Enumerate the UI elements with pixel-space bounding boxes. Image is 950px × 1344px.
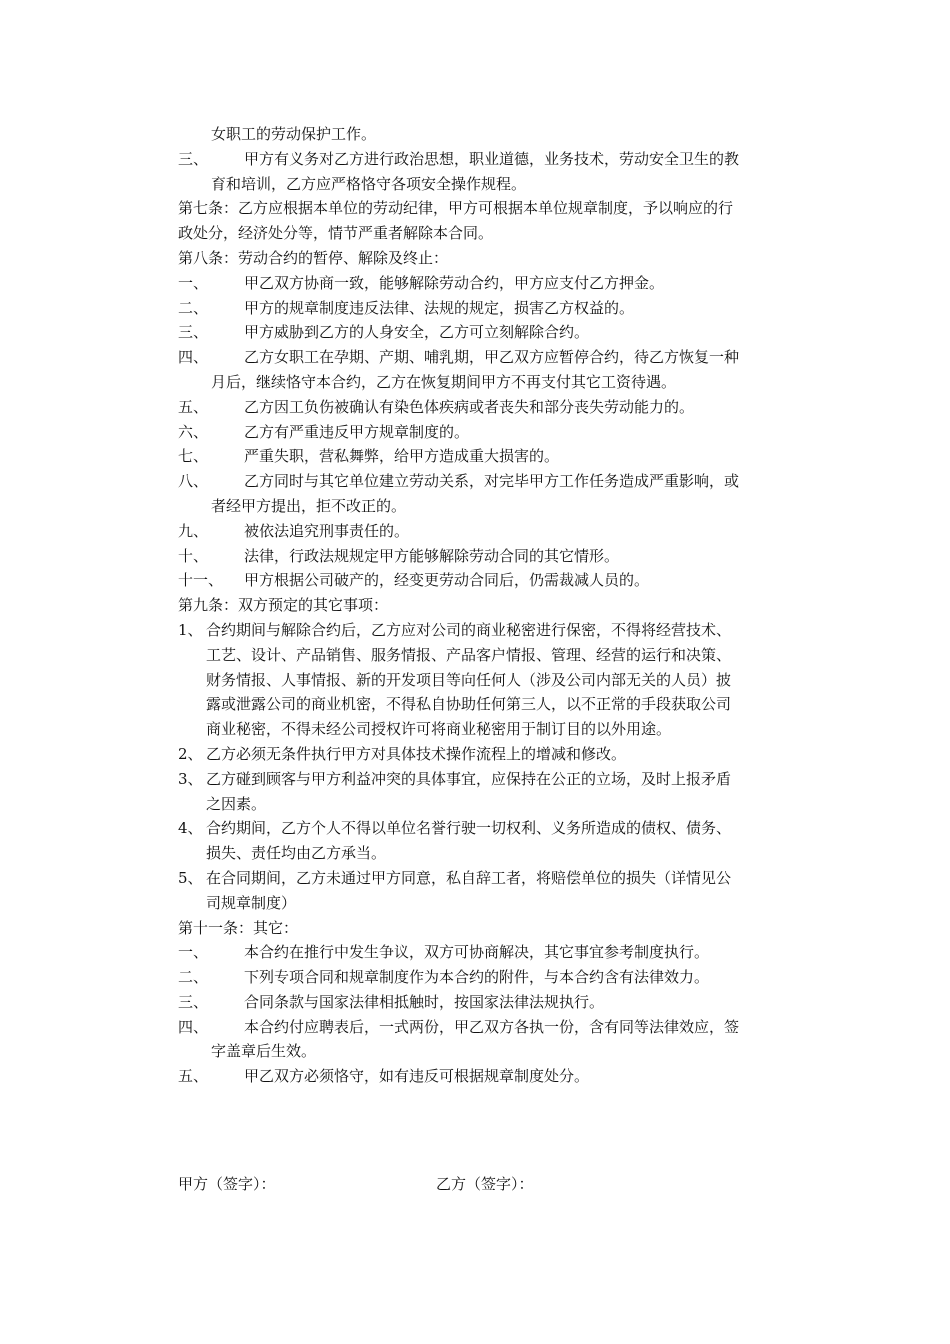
item-text: 下列专项合同和规章制度作为本合约的附件，与本合约含有法律效力。: [244, 968, 710, 987]
paragraph-line: 露或泄露公司的商业机密，不得私自协助任何第三人，以不正常的手段获取公司: [206, 695, 732, 714]
item-text: 甲方有义务对乙方进行政治思想，职业道德，业务技术，劳动安全卫生的教: [244, 149, 740, 168]
list-item: [178, 444, 808, 469]
list-item: [178, 296, 808, 321]
item-text: 甲乙双方协商一致，能够解除劳动合约，甲方应支付乙方押金。: [244, 273, 665, 292]
item-number: 四、: [178, 1017, 209, 1036]
list-item: [178, 1064, 808, 1089]
list-item: [178, 147, 808, 172]
item-text: 合约期间与解除合约后，乙方应对公司的商业秘密进行保密，不得将经营技术、: [206, 620, 732, 639]
item-text: 乙方因工负伤被确认有染色体疾病或者丧失和部分丧失劳动能力的。: [244, 397, 695, 416]
list-item: [178, 271, 808, 296]
item-number: 三、: [178, 149, 209, 168]
paragraph-line: 商业秘密，不得未经公司授权许可将商业秘密用于制订目的以外用途。: [206, 720, 672, 739]
paragraph-line: 字盖章后生效。: [211, 1042, 317, 1061]
item-text: 合约期间，乙方个人不得以单位名誉行驶一切权利、义务所造成的债权、债务、: [206, 819, 732, 838]
list-item: [178, 568, 808, 593]
list-item: [178, 544, 808, 569]
paragraph-line: 者经甲方提出，拒不改正的。: [211, 496, 407, 515]
item-text: 甲方威胁到乙方的人身安全，乙方可立刻解除合约。: [244, 323, 590, 342]
list-item: [178, 990, 808, 1015]
item-text: 合同条款与国家法律相抵触时，按国家法律法规执行。: [244, 992, 605, 1011]
party-b-signature-label: 乙方（签字）：: [436, 1175, 534, 1193]
article-11-heading: 第十一条：其它：: [178, 918, 299, 937]
item-text: 本合约在推行中发生争议，双方可协商解决，其它事宜参考制度执行。: [244, 943, 710, 962]
list-item: [178, 1015, 808, 1040]
item-number: 一、: [178, 943, 209, 962]
item-number: 4、: [178, 819, 203, 838]
item-text: 乙方同时与其它单位建立劳动关系，对完毕甲方工作任务造成严重影响，或: [244, 472, 740, 491]
article-7-heading: 第七条：乙方应根据本单位的劳动纪律，甲方可根据本单位规章制度，予以响应的行: [178, 199, 734, 218]
item-number: 二、: [178, 968, 209, 987]
paragraph-line: 育和培训，乙方应严格恪守各项安全操作规程。: [211, 174, 527, 193]
item-number: 5、: [178, 868, 203, 887]
item-text: 乙方女职工在孕期、产期、哺乳期，甲乙双方应暂停合约，待乙方恢复一种: [244, 348, 740, 367]
paragraph-line: 之因素。: [206, 794, 267, 813]
item-text: 乙方有严重违反甲方规章制度的。: [244, 422, 470, 441]
item-text: 甲方的规章制度违反法律、法规的规定，损害乙方权益的。: [244, 298, 635, 317]
item-number: 三、: [178, 992, 209, 1011]
list-item: [178, 320, 808, 345]
item-number: 四、: [178, 348, 209, 367]
item-text: 在合同期间，乙方未通过甲方同意，私自辞工者，将赔偿单位的损失（详情见公: [206, 868, 732, 887]
item-number: 一、: [178, 273, 209, 292]
item-number: 六、: [178, 422, 209, 441]
item-number: 五、: [178, 397, 209, 416]
item-text: 乙方必须无条件执行甲方对具体技术操作流程上的增减和修改。: [206, 744, 627, 763]
list-item: [178, 816, 808, 841]
list-item: [178, 767, 808, 792]
list-item: [178, 940, 808, 965]
list-item: [178, 742, 808, 767]
item-text: 甲方根据公司破产的，经变更劳动合同后，仍需裁减人员的。: [244, 571, 650, 590]
list-item: [178, 519, 808, 544]
item-number: 十、: [178, 546, 209, 565]
paragraph-line: 工艺、设计、产品销售、服务情报、产品客户情报、管理、经营的运行和决策、: [206, 645, 732, 664]
item-text: 严重失职，营私舞弊，给甲方造成重大损害的。: [244, 447, 560, 466]
paragraph-line: 月后，继续恪守本合约，乙方在恢复期间甲方不再支付其它工资待遇。: [211, 372, 677, 391]
party-a-signature-label: 甲方（签字）：: [178, 1175, 276, 1193]
list-item: [178, 965, 808, 990]
item-number: 十一、: [178, 571, 224, 590]
item-number: 九、: [178, 521, 209, 540]
item-number: 二、: [178, 298, 209, 317]
item-text: 甲乙双方必须恪守，如有违反可根据规章制度处分。: [244, 1067, 590, 1086]
article-8-heading: 第八条：劳动合约的暂停、解除及终止：: [178, 248, 449, 267]
item-number: 2、: [178, 744, 203, 763]
item-text: 乙方碰到顾客与甲方利益冲突的具体事宜，应保持在公正的立场，及时上报矛盾: [206, 769, 732, 788]
item-number: 1、: [178, 620, 203, 639]
item-number: 五、: [178, 1067, 209, 1086]
paragraph-line: 财务情报、人事情报、新的开发项目等向任何人（涉及公司内部无关的人员）披: [206, 670, 732, 689]
list-item: [178, 345, 808, 370]
list-item: [178, 866, 808, 891]
item-text: 本合约付应聘表后，一式两份，甲乙双方各执一份，含有同等法律效应，签: [244, 1017, 740, 1036]
item-number: 三、: [178, 323, 209, 342]
paragraph-line: 司规章制度）: [206, 893, 297, 912]
item-text: 法律，行政法规规定甲方能够解除劳动合同的其它情形。: [244, 546, 620, 565]
article-9-heading: 第九条：双方预定的其它事项：: [178, 596, 389, 615]
paragraph-line: 政处分，经济处分等，情节严重者解除本合同。: [178, 224, 494, 243]
item-number: 八、: [178, 472, 209, 491]
item-text: 被依法追究刑事责任的。: [244, 521, 410, 540]
paragraph-line: 损失、责任均由乙方承当。: [206, 844, 387, 863]
list-item: [178, 469, 808, 494]
list-item: [178, 395, 808, 420]
contract-body: [178, 122, 808, 1089]
paragraph-line: 女职工的劳动保护工作。: [211, 125, 377, 143]
list-item: [178, 618, 808, 643]
list-item: [178, 420, 808, 445]
item-number: 3、: [178, 769, 203, 788]
item-number: 七、: [178, 447, 209, 466]
